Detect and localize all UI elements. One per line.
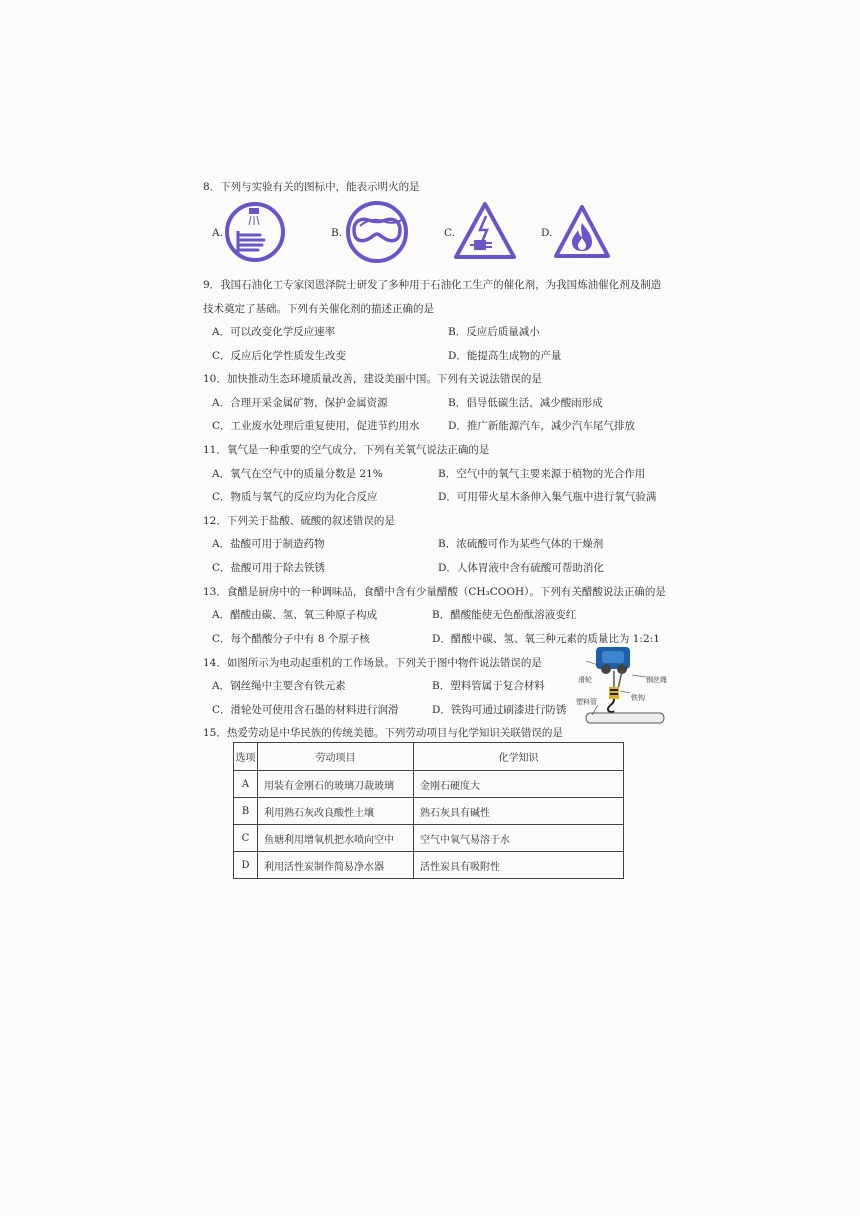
q8-option-a-label: A. (212, 227, 223, 239)
table-cell-chemistry: 空气中氧气易溶于水 (414, 825, 624, 852)
table-header-row (234, 743, 624, 771)
q10-stem: 10．加快推动生态环境质量改善，建设美丽中国。下列有关说法错误的是 (203, 373, 542, 385)
table-cell-labor: 鱼塘利用增氧机把水喷向空中 (258, 825, 414, 852)
q14-option-b: B．塑料管属于复合材料 (432, 680, 545, 692)
table-header-labor: 劳动项目 (258, 743, 414, 771)
crane-drawing (576, 645, 670, 737)
q9-option-c: C．反应后化学性质发生改变 (212, 350, 347, 362)
q13-stem: 13．食醋是厨房中的一种调味品，食醋中含有少量醋酸（CH₃COOH）。下列有关醋酸说法正确的是 (203, 586, 666, 598)
table-cell-chemistry: 金刚石硬度大 (414, 771, 624, 798)
table-header-chemistry: 化学知识 (414, 743, 624, 771)
crane-label-hook: 铁钩 (631, 694, 645, 702)
table-cell-chemistry: 活性炭具有吸附性 (414, 852, 624, 879)
q9-stem-line1: 9．我国石油化工专家闵恩泽院士研发了多种用于石油化工生产的催化剂，为我国炼油催化剂及制造 (203, 279, 662, 291)
table-cell-option: A (234, 771, 258, 798)
table-row (234, 852, 624, 879)
q11-stem: 11．氧气是一种重要的空气成分，下列有关氧气说法正确的是 (203, 444, 490, 456)
crane-label-pulley: 滑轮 (578, 676, 592, 684)
q14-option-a: A．钢丝绳中主要含有铁元素 (212, 680, 346, 692)
q11-option-d: D．可用带火星木条伸入集气瓶中进行氧气验满 (438, 491, 657, 503)
q15-stem: 15．热爱劳动是中华民族的传统美德。下列劳动项目与化学知识关联错误的是 (203, 727, 563, 739)
q10-option-c: C．工业废水处理后重复使用，促进节约用水 (212, 420, 420, 432)
q12-stem: 12．下列关于盐酸、硫酸的叙述错误的是 (203, 515, 395, 527)
q12-option-b: B．浓硫酸可作为某些气体的干燥剂 (438, 538, 604, 550)
q9-stem-line2: 技术奠定了基础。下列有关催化剂的描述正确的是 (203, 303, 434, 315)
q13-option-a: A．醋酸由碳、氢、氧三种原子构成 (212, 609, 378, 621)
table-cell-option: B (234, 798, 258, 825)
crane-figure (576, 645, 670, 737)
crane-label-wire: 钢丝绳 (646, 676, 667, 684)
table-cell-option: D (234, 852, 258, 879)
q9-option-b: B．反应后质量减小 (448, 326, 540, 338)
q12-option-d: D．人体胃液中含有硫酸可帮助消化 (438, 562, 604, 574)
q8-option-d-label: D. (541, 227, 553, 239)
q13-option-d: D．醋酸中碳、氢、氧三种元素的质量比为 1:2:1 (432, 633, 660, 645)
q8-option-c-label: C. (444, 227, 455, 239)
table-row (234, 798, 624, 825)
q10-option-a: A．合理开采金属矿物，保护金属资源 (212, 397, 388, 409)
q11-option-c: C．物质与氧气的反应均为化合反应 (212, 491, 378, 503)
q9-option-a: A．可以改变化学反应速率 (212, 326, 336, 338)
table-header-option: 选项 (234, 743, 258, 771)
q15-table (233, 742, 624, 879)
table-cell-option: C (234, 825, 258, 852)
q8-stem: 8．下列与实验有关的图标中，能表示明火的是 (203, 181, 420, 193)
table-cell-labor: 利用熟石灰改良酸性土壤 (258, 798, 414, 825)
q12-option-a: A．盐酸可用于制造药物 (212, 538, 325, 550)
open-flame-icon (552, 203, 612, 261)
crane-label-pipe: 塑料管 (576, 698, 597, 706)
q10-option-d: D．推广新能源汽车，减少汽车尾气排放 (448, 420, 635, 432)
q8-option-b-label: B. (331, 227, 343, 239)
q11-option-b: B．空气中的氧气主要来源于植物的光合作用 (438, 468, 646, 480)
q11-option-a: A．氧气在空气中的质量分数是 21% (212, 468, 383, 480)
q14-option-c: C．滑轮处可使用含石墨的材料进行润滑 (212, 704, 399, 716)
electrical-hazard-icon (452, 200, 518, 262)
wash-hands-icon (224, 201, 286, 263)
table-row (234, 825, 624, 852)
q13-option-c: C．每个醋酸分子中有 8 个原子核 (212, 633, 370, 645)
q12-option-c: C．盐酸可用于除去铁锈 (212, 562, 326, 574)
table-cell-labor: 用装有金刚石的玻璃刀裁玻璃 (258, 771, 414, 798)
table-row (234, 771, 624, 798)
q10-option-b: B．倡导低碳生活，减少酸雨形成 (448, 397, 603, 409)
q13-option-b: B．醋酸能使无色酚酞溶液变红 (432, 609, 577, 621)
q9-option-d: D．能提高生成物的产量 (448, 350, 562, 362)
q14-stem: 14．如图所示为电动起重机的工作场景。下列关于图中物件说法错误的是 (203, 657, 542, 669)
table-cell-chemistry: 熟石灰具有碱性 (414, 798, 624, 825)
table-cell-labor: 利用活性炭制作简易净水器 (258, 852, 414, 879)
q14-option-d: D．铁钩可通过刷漆进行防锈 (432, 704, 567, 716)
goggles-icon (342, 200, 412, 264)
